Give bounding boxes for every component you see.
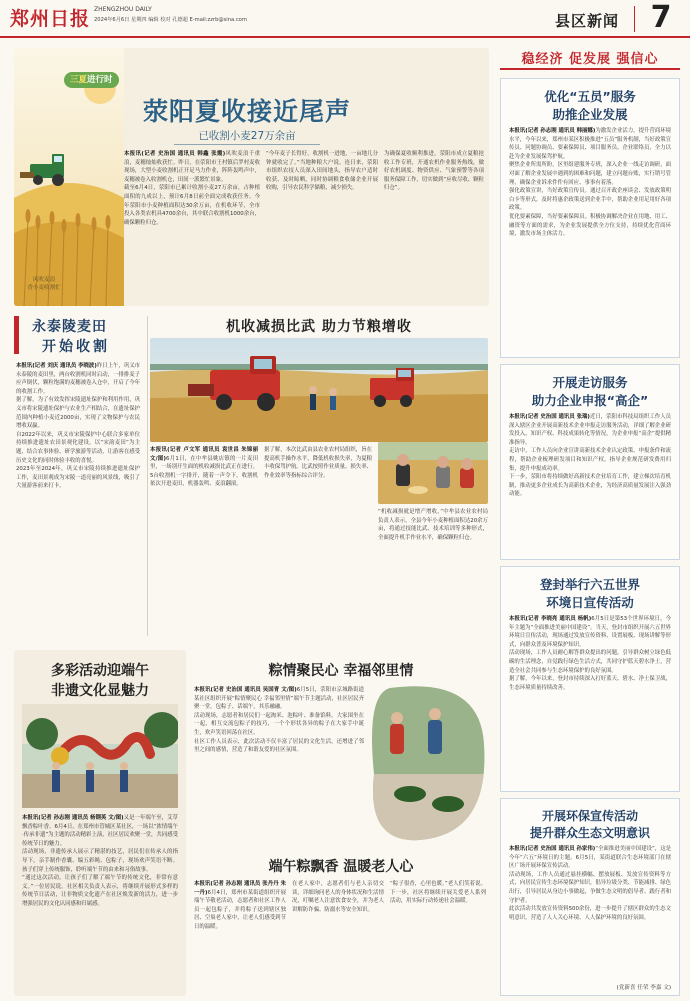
right-story-4-body: [509, 845, 671, 983]
machine-story-col3: [378, 508, 488, 636]
newspaper-pinyin: ZHENGZHOU DAILY: [94, 6, 152, 13]
banner-area: [14, 48, 489, 306]
right-story-4: [500, 798, 680, 996]
slogan: 稳经济 促发展 强信心: [521, 52, 659, 67]
right-story-4-byline: 本报讯(记者 史治国 通讯员 孙家伟): [509, 846, 596, 852]
machine-story: [150, 312, 488, 642]
zongzi-story-paragraph-3: 社区工作人员表示，此次活动不仅丰富了居民的文化生活，还增进了邻里之间的感情，营造了和谐友爱的社区氛围。: [194, 738, 364, 754]
left-story-paragraph-1: 昨日上午，巩义市永泰陵的麦田里，两台收割机同时启动，一排排麦子应声倒伏，颗粒饱满的麦穗被卷入仓中，开启了今年的收割工作。: [16, 363, 140, 395]
lead-paragraph-2: 截至6月4日，荥阳市已累计收割小麦27万余亩，占种植面积的九成以上，预计6月8日前全面完成收获任务。今年荥阳市小麦种植面积达30余万亩，在机收环节，全市投入各类农机具4700余台，其中联合收割机1000余台，确保颗粒归仓。: [124, 185, 260, 226]
lead-headline-rule: [174, 144, 320, 145]
zongzi-story-title: 粽情聚民心 幸福邻里情: [268, 663, 414, 679]
right-story-2-paragraph-1: 近日，荥阳市科技局组织工作人员深入辖区企业开展高新技术企业申报走访服务活动，详细了解企业研发投入、知识产权、科技成果转化等情况，为企业申报“高企”提供精准指导。: [509, 414, 671, 446]
right-story-2: [500, 364, 680, 560]
page-number-divider: [634, 6, 635, 32]
right-story-2-body: [509, 413, 671, 555]
right-story-4-paragraph-1: “全面推进美丽中国建设”，这是今年“六五”环境日的主题。6月5日，某街道联合生态环境部门在辖区广场开展环保宣传活动。: [509, 846, 671, 870]
banner-caption: 风吹麦浪 香小麦收割忙: [27, 277, 61, 291]
left-story-byline: 本报讯(记者 刘庆 通讯员 李晓波): [16, 363, 97, 369]
culture-story: [14, 650, 186, 996]
harvester-photo: [150, 338, 488, 442]
right-story-3-title-2: 环境日宣传活动: [546, 595, 634, 610]
right-story-3-title-1: 登封举行六五世界: [539, 577, 640, 592]
right-story-1: [500, 78, 680, 358]
masthead-meta: 2024年6月6日 星期四 编辑 校对 孔德超 E-mail:zzrb@sina.com: [94, 17, 247, 23]
culture-story-paragraph-3: “通过这次活动，让孩子们了解了端午节的传统文化，非常有意义。”一位居民说。社区相关负责人表示，将继续开展形式多样的传统节日活动，让非物质文化遗产在社区焕发新的活力，进一步增强居民的文化认同感和归属感。: [22, 875, 178, 907]
elder-story-byline: 本报讯(记者 孙志刚 通讯员 张丹丹 朱一丹): [194, 881, 286, 896]
left-column-divider: [147, 316, 148, 636]
right-story-1-body: [509, 127, 671, 353]
zongzi-story-paragraph-1: 6月5日，荥阳市京城路街道某社区组织开展“粽情聚民心 幸福邻里情”端午节主题活动，社区居民齐聚一堂，包粽子、话端午，其乐融融。: [194, 687, 364, 711]
left-story-body: [16, 362, 140, 638]
right-story-2-title-2: 助力企业申报“高企”: [531, 393, 649, 408]
dragon-dance-photo: [22, 704, 178, 808]
elder-story-paragraph-2: 在老人家中，志愿者们与老人亲切交谈，详细询问老人的身体状况和生活情况，叮嘱老人注意饮食安全，并为老人讲解防诈骗、防溺水等安全知识。: [292, 881, 384, 913]
lead-paragraph-3: “今年麦子长得好，收割机一进地，一亩地几分钟就收完了。”当地种粮大户说。连日来，荥阳市组织农技人员深入田间地头，指导农户适时收获、及时晾晒，同时协调粮食收储企业开展收购，引导农民科学储粮、减少损失。: [266, 151, 378, 192]
right-story-3-paragraph-3: 据了解，今年以来，登封市持续深入打好蓝天、碧水、净土保卫战，生态环境质量持续改善。: [509, 676, 671, 691]
right-story-4-author: (党新喜 任荣 李嘉 文): [616, 985, 671, 991]
page-number: 7: [650, 0, 672, 35]
right-story-1-paragraph-3: 强化政策宣讲，当好政策宣传员。通过召开政企座谈会、发放政策明白卡等形式，及时将惠企政策送到企业手中，帮助企业用足用好各项政策。: [509, 188, 671, 212]
elder-story-col2: [292, 880, 384, 994]
right-column: [500, 48, 680, 996]
right-story-1-byline: 本报讯(记者 孙志刚 通讯员 韩丽娜): [509, 128, 596, 134]
elder-story-col3: [390, 880, 486, 994]
right-story-1-paragraph-2: 聚焦企业所需所盼，区里组建服务专班，深入企业一线走访调研，面对面了解企业发展中遇到的困难和问题，建立问题台账，实行销号管理，确保企业诉求件件有回应、事事有着落。: [509, 162, 671, 186]
lead-body-col2: [266, 150, 378, 300]
elder-story-title: 端午粽飘香 温暖老人心: [268, 859, 414, 875]
right-story-2-paragraph-2: 走访中，工作人员向企业宣讲高新技术企业认定政策、申报条件和流程，帮助企业梳理研发项目和知识产权，指导企业规范研发费用归集，提升申报成功率。: [509, 448, 671, 472]
sanxia-tag-suffix: 进行时: [87, 75, 113, 85]
machine-story-paragraph-1: 6月1日，在中牟县姚店镇的一片麦田里，一场别开生面的机收减损比武正在进行。5台收割机一字排开，随着一声令下，收割机依次开进麦田，机器轰鸣、麦浪翻滚。: [150, 455, 258, 488]
right-story-2-paragraph-3: 下一步，荥阳市将持续做好高新技术企业培育工作，建立梯次培育机制，推动更多企业成长为高新技术企业，为经济高质量发展注入强劲动能。: [509, 474, 671, 498]
culture-story-paragraph-1: 又是一年端午至，艾草飘香粽叶香。6月4日，在郑州市管城区某社区，一场以“浓情端午·传承非遗”为主题的活动精彩上演，社区居民欢聚一堂，共同感受传统节日的魅力。: [22, 815, 178, 847]
left-story-title-2: 开始收割: [42, 339, 110, 355]
lead-headline: 荥阳夏收接近尾声: [142, 97, 351, 126]
culture-story-title-1: 多彩活动迎端午: [51, 663, 149, 679]
lead-body-col3: [384, 150, 484, 300]
lead-byline: 本报讯(记者 史治国 通讯员 韩鑫 张霞): [124, 151, 226, 157]
right-story-4-title-1: 开展环保宣传活动: [541, 809, 638, 823]
right-story-1-title-1: 优化“五员”服务: [544, 89, 636, 104]
culture-story-body: [22, 814, 178, 992]
right-story-4-title-2: 提升群众生态文明意识: [529, 826, 650, 840]
culture-story-paragraph-2: 活动现场，非遗传承人展示了精湛的技艺，居民们在传承人的指导下，亲手制作香囊、编五彩绳、包粽子，现场欢声笑语不断。孩子们穿上传统服饰，聆听端午节的由来和习俗故事。: [22, 849, 178, 873]
masthead: [0, 0, 690, 40]
zongzi-story-body: [194, 686, 364, 846]
machine-story-title: 机收减损比武 助力节粮增收: [226, 319, 412, 335]
lead-subtitle: 已收割小麦27万余亩: [198, 130, 296, 142]
lead-body-col1: [124, 150, 260, 300]
right-story-3-paragraph-1: 6月5日是第53个世界环境日，今年主题为“全面推进美丽中国建设”。当天，登封市组织开展六五世界环境日宣传活动，现场通过发放宣传资料、设置展板、现场讲解等形式，向群众普及环境保护知识。: [509, 616, 671, 648]
machine-story-byline: 本报讯(记者 卢文军 通讯员 袁世昌 朱锦丽 文/图): [150, 447, 258, 462]
left-story-paragraph-4: 2023年至2024年，巩义市宋陵持续推进遗址保护工作，麦田景观成为宋陵一道亮丽的风景线，吸引了大量游客前来打卡。: [16, 466, 140, 490]
left-story-title-bar: [14, 316, 19, 354]
elder-story-paragraph-1: 6月4日，郑州市某街道组织开展端午节敬老活动，志愿者和社区工作人员一起包粽子，并将粽子送到辖区独居、空巢老人家中，让老人们感受到节日的温暖。: [194, 889, 286, 930]
machine-story-col1: [150, 446, 258, 636]
elder-story: [194, 850, 488, 996]
newspaper-logo: 郑州日报: [10, 8, 91, 30]
right-story-3-body: [509, 615, 671, 787]
left-story-paragraph-3: 自2022年以来，巩义市宋陵保护中心联合多家单位持续推进遗址农田景观化建设，以“宋韵麦田”为主题，结合农事体验、研学旅游等活动，让游客在感受历史文化的同时体验丰收的喜悦。: [16, 431, 140, 464]
right-story-3-byline: 本报讯(记者 李晓亮 通讯员 杨帆): [509, 616, 592, 622]
right-story-1-paragraph-1: 为激发企业活力，提升营商环境水平，今年以来，郑州市某区积极推进“五员”服务机制，当好政策宣传员、问题协调员、要素保障员、项目服务员、企业联络员，全力以赴为企业发展保驾护航。: [509, 128, 671, 160]
right-story-1-title-2: 助推企业发展: [552, 107, 628, 122]
right-story-1-paragraph-4: 优化要素保障，当好要素保障员。积极协调解决企业在用地、用工、融资等方面的需求，为企业发展提供全方位支持，持续优化营商环境，激发市场主体活力。: [509, 213, 671, 238]
elder-story-col1: [194, 880, 286, 994]
left-story-title-1: 永泰陵麦田: [32, 319, 107, 335]
lead-paragraph-4: 为确保夏收顺利推进，荥阳市成立夏粮抢收工作专班，开通农机作业服务热线，做好农机调度、物资供应、气象预警等各项服务保障工作，切实做到“应收尽收、颗粒归仓”。: [384, 151, 484, 192]
machine-story-paragraph-3: “机收减损就是增产增收，”中牟县农业农村局负责人表示，全县今年小麦种植面积达20余万亩，将通过技能比武、技术培训等多种形式，全面提升机手作业水平，确保颗粒归仓。: [378, 509, 488, 541]
slogan-rule: [500, 68, 680, 70]
sanxia-tag: [64, 72, 119, 88]
machine-story-paragraph-2: 据了解，本次比武由县农业农村局组织，旨在提高机手操作水平，降低机收损失率，为夏粮丰收保驾护航。比武按照作业质量、损失率、作业效率等指标综合评分。: [264, 447, 372, 479]
section-title: 县区新闻: [555, 12, 620, 30]
zongzi-story: [194, 650, 488, 850]
culture-story-byline: 本报讯(记者 孙志刚 通讯员 杨钢英 文/图): [22, 815, 124, 821]
right-story-2-title-1: 开展走访服务: [552, 375, 628, 390]
right-story-4-paragraph-3: 此次活动共发放宣传资料500余份，进一步提升了辖区群众的生态文明意识，营造了人人关心环境、人人保护环境的良好氛围。: [509, 906, 671, 921]
zongzi-story-byline: 本报讯(记者 史治国 通讯员 吴国青 文/图): [194, 687, 297, 693]
culture-story-title-2: 非遗文化显魅力: [51, 683, 149, 699]
elder-story-paragraph-3: “粽子很香，心里也暖。”老人们笑着说。下一步，社区将继续开展关爱老人系列活动，用实际行动传递社会温暖。: [390, 881, 486, 905]
right-story-3: [500, 566, 680, 792]
sanxia-tag-main: 三夏: [70, 75, 88, 85]
machine-story-col2: [264, 446, 372, 636]
left-story: [14, 312, 142, 642]
right-story-2-byline: 本报讯(记者 史治国 通讯员 张瑞): [509, 414, 590, 420]
zongzi-story-paragraph-2: 活动现场，志愿者和居民们一起淘米、泡粽叶、准备馅料，大家围坐在一起，相互交流包粽子的技巧，一个个形状各异的粽子在大家手中诞生，欢声笑语回荡在社区。: [194, 712, 364, 736]
wheat-inspection-photo: [378, 442, 488, 504]
right-story-4-paragraph-2: 活动现场，工作人员通过悬挂横幅、摆放展板、发放宣传资料等方式，向居民宣传生态环境保护知识，倡导垃圾分类、节能减排、绿色出行，引导居民从身边小事做起，争做生态文明的倡导者、践行者和守护者。: [509, 871, 671, 904]
lead-paragraph-1: 风吹麦浪千重浪，麦穗灿灿收获忙。昨日，在荥阳市王村镇后罗村麦收现场，大型小麦收割机正开足马力作业，阵阵轰鸣声中，麦穗被卷入收割机仓，田间一派繁忙景象。: [124, 151, 260, 183]
right-story-3-paragraph-2: 活动现场，工作人员耐心解答群众提出的问题，引导群众树立绿色低碳的生活理念，自觉践行绿色生活方式，共同守护蓝天碧水净土，营造全社会共同参与生态环境保护的良好氛围。: [509, 650, 671, 674]
left-story-paragraph-2: 据了解，为了有效发挥宋陵遗址保护和利用作用，巩义市将宋陵遗址保护与农业生产相结合，在遗址保护范围内种植小麦近2000亩，实现了文物保护与农民增收双赢。: [16, 397, 140, 430]
zongzi-photo: [370, 684, 488, 844]
masthead-rule: [0, 36, 690, 38]
